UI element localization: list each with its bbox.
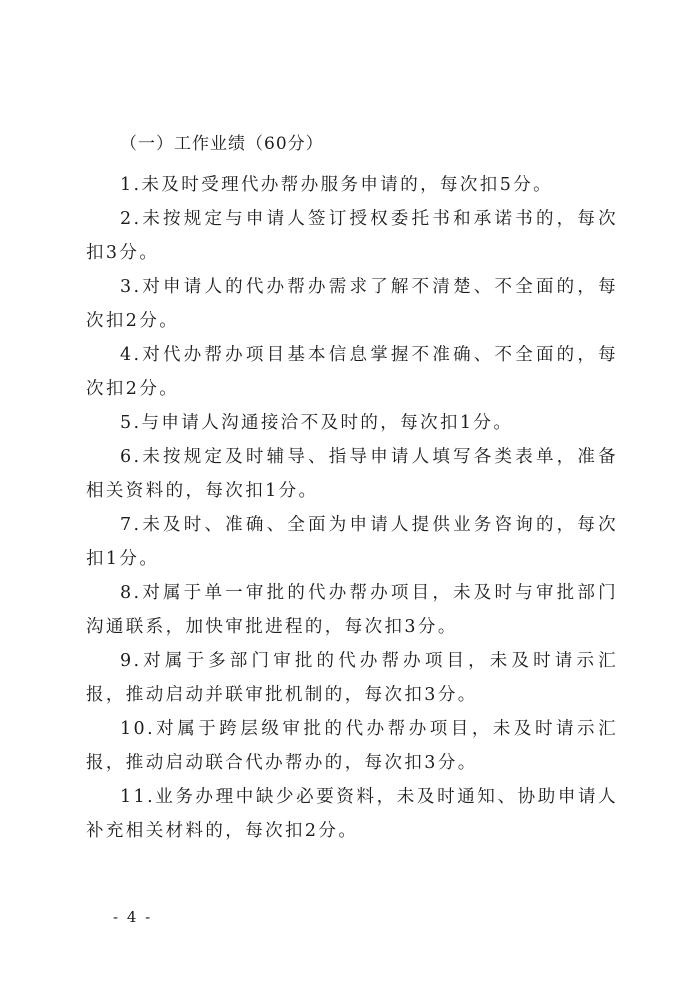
rule-item-6: 6.未按规定及时辅导、指导申请人填写各类表单，准备相关资料的，每次扣1分。 — [86, 447, 618, 501]
rule-item-5: 5.与申请人沟通接洽不及时的，每次扣1分。 — [120, 413, 514, 433]
rule-item-4: 4.对代办帮办项目基本信息掌握不准确、不全面的，每次扣2分。 — [86, 345, 618, 399]
page-number: - 4 - — [113, 908, 153, 926]
rule-item-3: 3.对申请人的代办帮办需求了解不清楚、不全面的，每次扣2分。 — [86, 277, 618, 331]
rule-item-1: 1.未及时受理代办帮办服务申请的，每次扣5分。 — [120, 175, 554, 195]
rule-item-8: 8.对属于单一审批的代办帮办项目，未及时与审批部门沟通联系，加快审批进程的，每次扣3分。 — [86, 583, 618, 637]
rule-item-9: 9.对属于多部门审批的代办帮办项目，未及时请示汇报，推动启动并联审批机制的，每次扣3分。 — [86, 651, 618, 705]
section-heading: （一）工作业绩（60分） — [120, 134, 324, 154]
rule-item-7: 7.未及时、准确、全面为申请人提供业务咨询的，每次扣1分。 — [86, 515, 618, 569]
rule-item-2: 2.未按规定与申请人签订授权委托书和承诺书的，每次扣3分。 — [86, 209, 618, 263]
rule-item-10: 10.对属于跨层级审批的代办帮办项目，未及时请示汇报，推动启动联合代办帮办的，每次扣3分。 — [86, 719, 618, 773]
section-body — [86, 131, 618, 848]
rule-item-11: 11.业务办理中缺少必要资料，未及时通知、协助申请人补充相关材料的，每次扣2分。 — [86, 787, 618, 841]
